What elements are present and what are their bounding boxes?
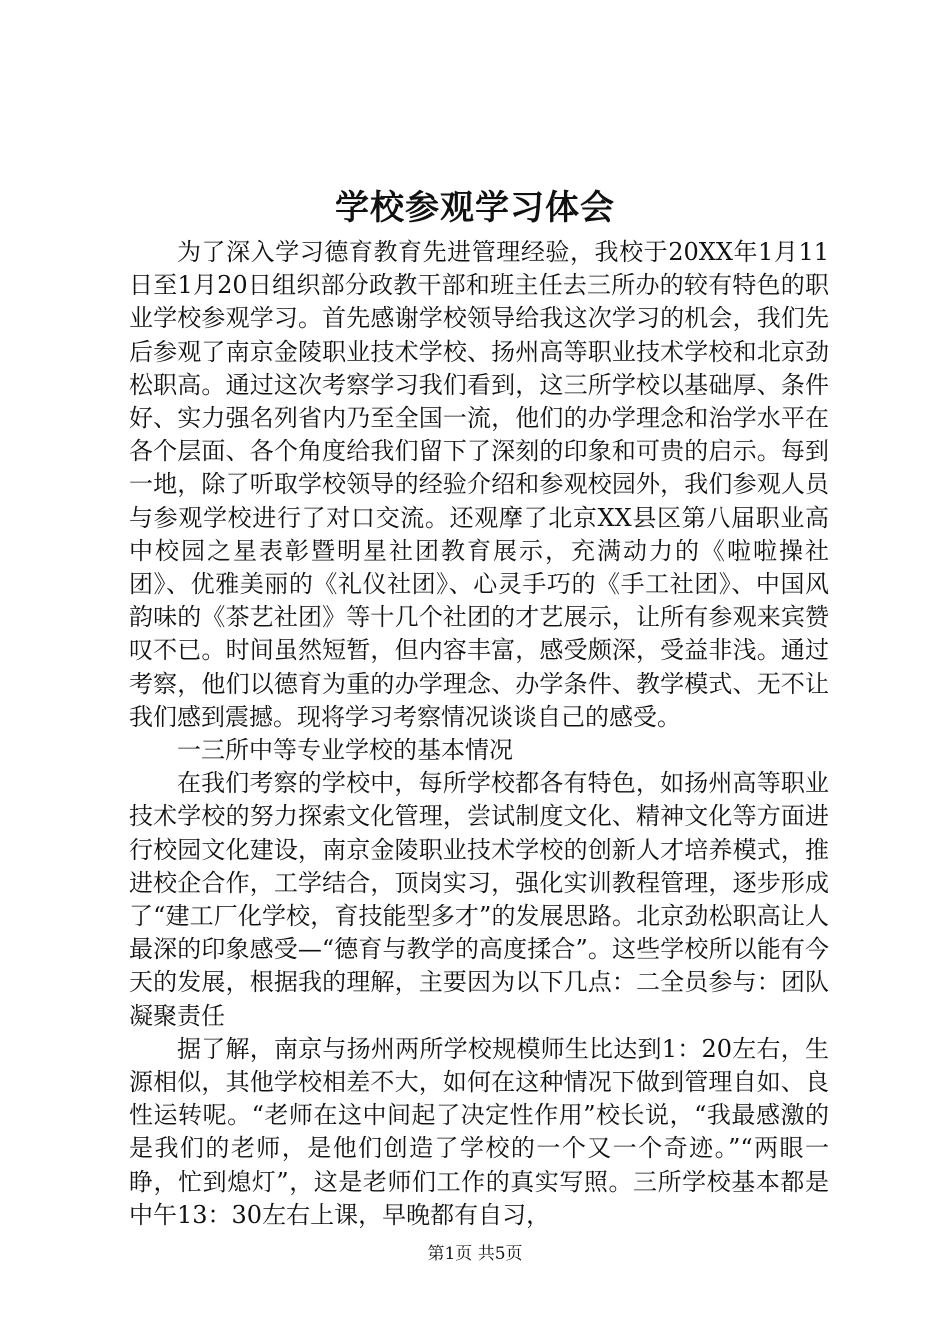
paragraph-teachers: 据了解，南京与扬州两所学校规模师生比达到1：20左右，生源相似，其他学校相差不大，如何在这种情况下做到管理自如、良性运转呢。“老师在这中间起了决定性作用”校长说，“我最感激的是我们的老师，是他们创造了学校的一个又一个奇迹。”“两眼一睁，忙到熄灯”，这是老师们工作的真实写照。三所学校基本都是中午13：30左右上课，早晚都有自习，	[129, 1034, 829, 1229]
paragraph-school-features: 在我们考察的学校中，每所学校都各有特色，如扬州高等职业技术学校的努力探索文化管理，尝试制度文化、精神文化等方面进行校园文化建设，南京金陵职业技术学校的创新人才培养模式，推进校企合作，工学结合，顶岗实习，强化实训教程管理，逐步形成了“建工厂化学校，育技能型多才”的发展思路。北京劲松职高让人最深的印象感受—“德育与教学的高度揉合”。这些学校所以能有今天的发展，根据我的理解，主要因为以下几点：二全员参与：团队凝聚责任	[129, 769, 829, 1030]
section-heading: 一三所中等专业学校的基本情况	[177, 736, 513, 765]
page-number: 第1页 共5页	[427, 1244, 523, 1264]
paragraph-intro: 为了深入学习德育教育先进管理经验，我校于20XX年1月11日至1月20日组织部分政教干部和班主任去三所办的较有特色的职业学校参观学习。首先感谢学校领导给我这次学习的机会，我们先后参观了南京金陵职业技术学校、扬州高等职业技术学校和北京劲松职高。通过这次考察学习我们看到，这三所学校以基础厚、条件好、实力强名列省内乃至全国一流，他们的办学理念和治学水平在各个层面、各个角度给我们留下了深刻的印象和可贵的启示。每到一地，除了听取学校领导的经验介绍和参观校园外，我们参观人员与参观学校进行了对口交流。还观摩了北京XX县区第八届职业高中校园之星表彰暨明星社团教育展示，充满动力的《啦啦操社团》、优雅美丽的《礼仪社团》、心灵手巧的《手工社团》、中国风韵味的《茶艺社团》等十几个社团的才艺展示，让所有参观来宾赞叹不已。时间虽然短暂，但内容丰富，感受颇深，受益非浅。通过考察，他们以德育为重的办学理念、办学条件、教学模式、无不让我们感到震撼。现将学习考察情况谈谈自己的感受。	[129, 238, 829, 731]
document-title: 学校参观学习体会	[335, 188, 615, 228]
document-body	[129, 236, 829, 1232]
